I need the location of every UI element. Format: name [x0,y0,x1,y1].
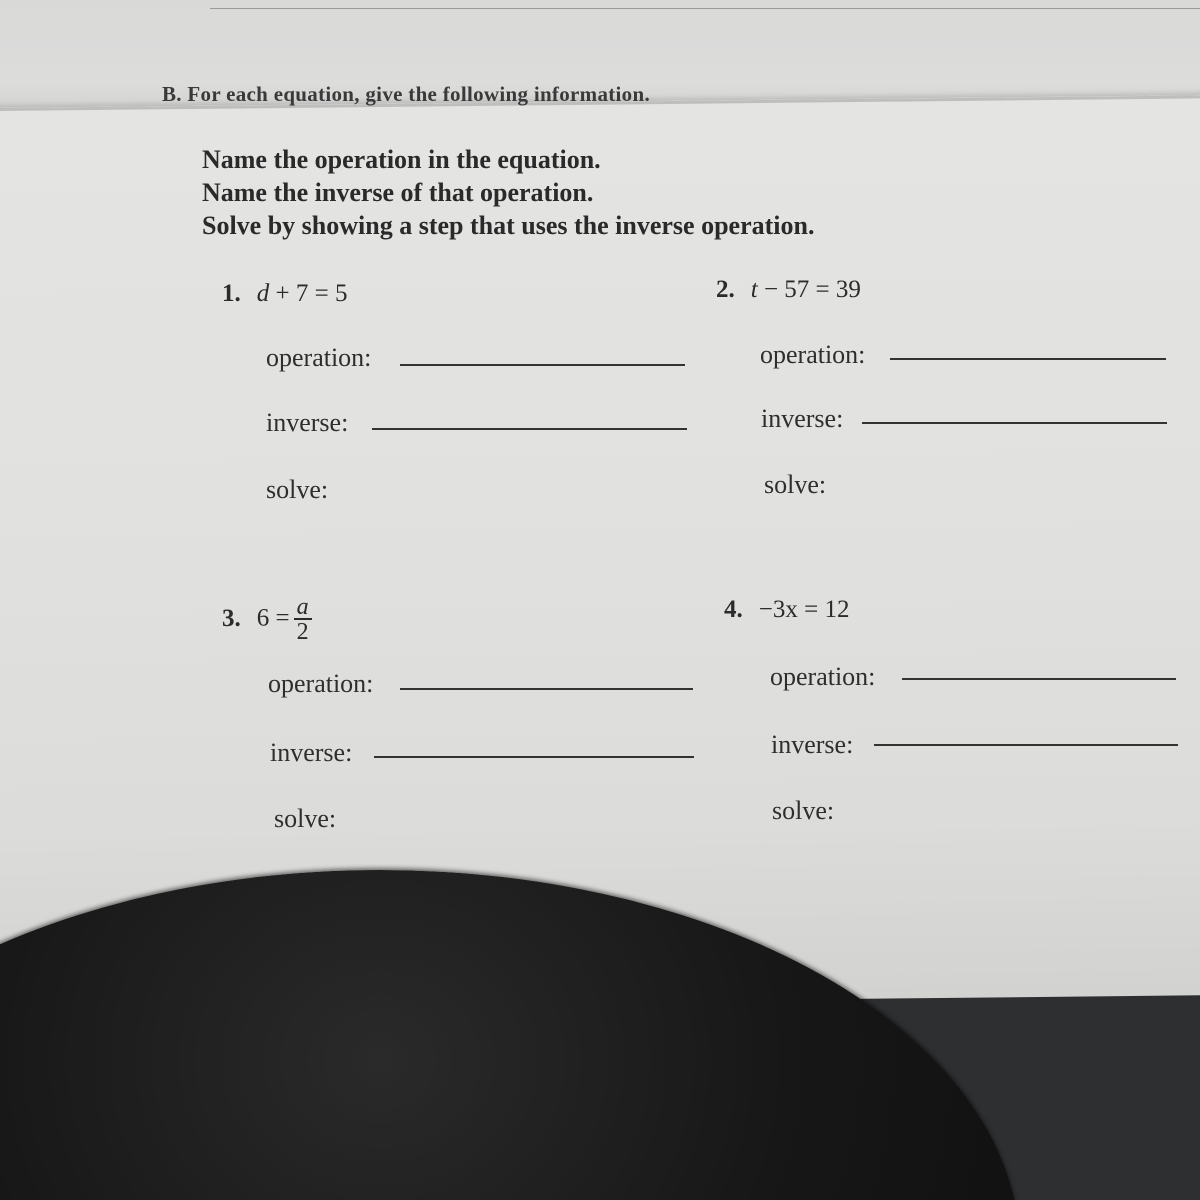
problem-2-equation [716,276,861,304]
problem-1-equation [222,280,347,308]
inverse-answer-line[interactable] [374,756,694,758]
inverse-label: inverse: [771,730,854,759]
inverse-label: inverse: [270,738,353,767]
operation-label: operation: [266,343,372,372]
fraction [294,596,312,644]
equation-variable: d [256,280,270,307]
operation-label: operation: [268,669,374,698]
operation-answer-line[interactable] [400,688,693,690]
problem-4-equation [724,596,849,624]
solve-label: solve: [274,804,337,833]
solve-label: solve: [764,470,827,499]
fraction-denominator: 2 [296,619,309,645]
inverse-label: inverse: [266,408,349,437]
section-header: B. For each equation, give the following information. [162,82,650,106]
inverse-answer-line[interactable] [372,428,687,430]
equation-rest: − 57 = 39 [757,276,861,303]
equation-rest: + 7 = 5 [269,280,348,307]
instruction-line: Name the inverse of that operation. [202,178,594,207]
operation-answer-line[interactable] [400,364,685,366]
problem-3-equation [222,596,312,644]
operation-label: operation: [760,340,866,369]
operation-answer-line[interactable] [890,358,1166,360]
inverse-answer-line[interactable] [874,744,1178,746]
operation-answer-line[interactable] [902,678,1176,680]
solve-label: solve: [772,796,835,825]
problem-number: 4. [724,596,743,623]
instruction-line: Name the operation in the equation. [202,145,601,174]
inverse-answer-line[interactable] [862,422,1167,424]
equation-text: −3x = 12 [758,596,850,623]
fraction-numerator: a [294,596,312,620]
solve-label: solve: [266,475,329,504]
instructions [202,143,814,242]
problem-number: 1. [222,280,241,307]
problem-number: 2. [716,276,735,303]
inverse-label: inverse: [761,404,844,433]
operation-label: operation: [770,662,876,691]
equation-variable: t [750,276,758,303]
problem-number: 3. [222,604,241,632]
instruction-line: Solve by showing a step that uses the inverse operation. [202,211,815,240]
equation-lhs: 6 = [256,604,290,632]
